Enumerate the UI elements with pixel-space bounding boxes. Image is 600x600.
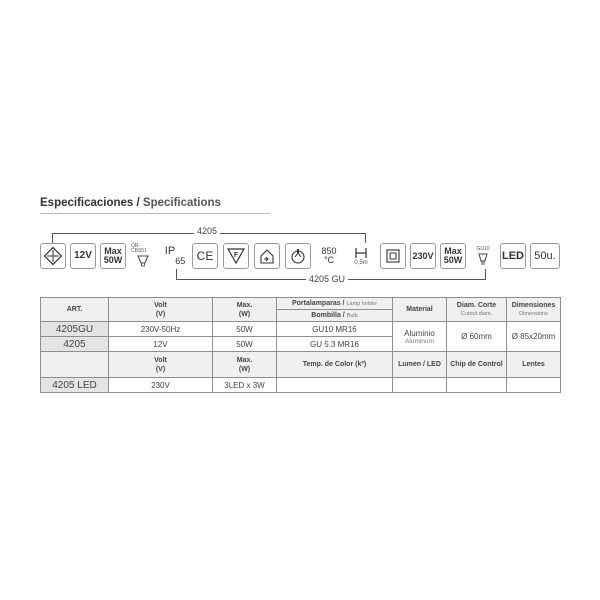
ip-p: P <box>167 244 176 257</box>
class-ii-icon <box>40 243 66 269</box>
f-mark-letter: F <box>233 252 239 259</box>
cutout-en: Cutout diam. <box>460 310 493 317</box>
header-max <box>213 298 277 322</box>
table-row <box>41 378 561 393</box>
lamp-holder-es: Portalamparas <box>291 299 341 307</box>
watt-label-2: 50W <box>443 255 463 265</box>
header2-max <box>213 352 277 378</box>
lumen-cell <box>393 378 447 393</box>
max-50w-icon <box>100 243 126 269</box>
lamp-holder-en: Lamp holder <box>346 300 378 307</box>
volt-cell: 230V <box>109 378 213 393</box>
volt-unit: (V) <box>155 310 166 318</box>
gu10-label: GU10 <box>476 245 490 252</box>
header-dimensions <box>507 298 561 322</box>
heading-underline <box>40 213 270 214</box>
heading-sep: / <box>133 197 143 209</box>
color-temp-cell <box>277 378 393 393</box>
section-heading <box>40 197 221 209</box>
watt-label: 50W <box>103 255 123 265</box>
dimensions-en: Dimensions <box>519 310 548 317</box>
material-en: Aluminum <box>405 337 434 345</box>
temp-unit: °C <box>323 255 335 265</box>
chip-cell <box>447 378 507 393</box>
ip-i: I <box>164 244 168 257</box>
volt2-unit: (V) <box>155 365 166 373</box>
max-cell: 50W <box>213 322 277 337</box>
header-bulb: Bombilla / Bulb <box>277 310 393 322</box>
min-distance-icon <box>347 243 375 269</box>
dimmable-icon <box>380 243 406 269</box>
spec-table <box>40 297 561 393</box>
bulb-type-label: QR-CBS51 <box>131 243 147 254</box>
max2-unit: (W) <box>238 365 251 373</box>
table-row <box>41 322 561 337</box>
temp-value: 850 <box>321 246 337 256</box>
art-cell: 4205 LED <box>41 378 109 393</box>
volt-cell: 12V <box>109 337 213 352</box>
ce-mark-icon: CE <box>192 243 218 269</box>
recessed-mount-icon <box>254 243 280 269</box>
bracket-bottom-label: 4205 GU <box>306 274 348 284</box>
qr-cbs51-bulb-icon <box>130 243 156 269</box>
max-cell: 3LED x 3W <box>213 378 277 393</box>
max-label: Max. <box>236 301 253 309</box>
bracket-top-label: 4205 <box>194 226 220 236</box>
header-lumen: Lumen / LED <box>393 352 447 378</box>
volt2-label: Volt <box>154 356 167 364</box>
dimensions-cell: Ø 85x20mm <box>507 322 561 352</box>
bulb-es: Bombilla <box>311 311 341 319</box>
lenses-cell <box>507 378 561 393</box>
heading-es: Especificaciones <box>40 197 134 209</box>
voltage-230v-icon: 230V <box>410 243 436 269</box>
ip65-icon <box>162 243 188 269</box>
max-unit: (W) <box>238 310 251 318</box>
header-lamp-holder: Portalamparas / Lamp holder <box>277 298 393 310</box>
max-cell: 50W <box>213 337 277 352</box>
heading-en: Specifications <box>142 197 221 209</box>
led-icon: LED <box>500 243 526 269</box>
header-color-temp: Temp. de Color (kº) <box>277 352 393 378</box>
volt-label: Volt <box>154 301 167 309</box>
header-cutout <box>447 298 507 322</box>
header-material: Material <box>393 298 447 322</box>
header2-volt <box>109 352 213 378</box>
units-per-box-icon: 50u. <box>530 243 560 269</box>
header-chip: Chip de Control <box>447 352 507 378</box>
max-50w-icon-2 <box>440 243 466 269</box>
max-label-2: Max <box>444 246 462 256</box>
volt-cell: 230V-50Hz <box>109 322 213 337</box>
header-lenses: Lentes <box>507 352 561 378</box>
holder-cell: GU10 MR16 <box>277 322 393 337</box>
cutout-cell: Ø 60mm <box>447 322 507 352</box>
art-cell: 4205GU <box>41 322 109 337</box>
dimensions-es: Dimensiones <box>511 301 556 309</box>
temperature-850c-icon <box>316 243 342 269</box>
gu10-bulb-icon <box>470 243 496 269</box>
cutout-es: Diam. Corte <box>456 301 497 309</box>
glow-wire-icon <box>285 243 311 269</box>
holder-cell: GU 5.3 MR16 <box>277 337 393 352</box>
header-empty <box>41 352 109 378</box>
bulb-en: Bulb <box>346 312 358 319</box>
voltage-12v-icon: 12V <box>70 243 96 269</box>
max2-label: Max. <box>236 356 253 364</box>
header-volt <box>109 298 213 322</box>
art-cell: 4205 <box>41 337 109 352</box>
ip-number: 65 <box>175 255 186 266</box>
material-es: Aluminio <box>404 328 435 338</box>
max-label: Max <box>104 246 122 256</box>
f-mark-icon <box>223 243 249 269</box>
header-art: ART. <box>41 298 109 322</box>
material-cell <box>393 322 447 352</box>
distance-label: 0,5m <box>354 260 368 266</box>
